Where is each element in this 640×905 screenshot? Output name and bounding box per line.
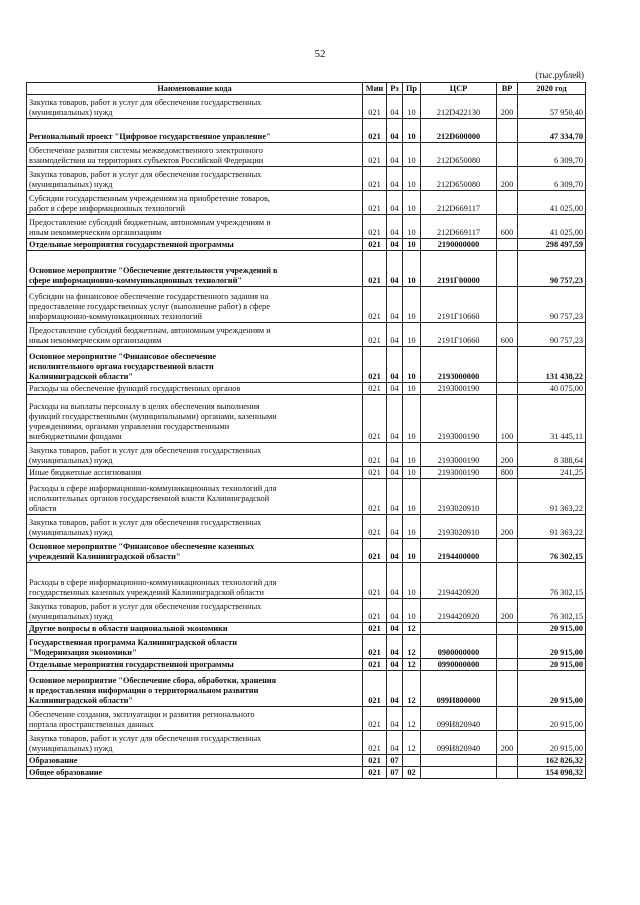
cell-csr: 2191Г10660: [421, 287, 497, 323]
cell-amount: 20 915,00: [518, 671, 586, 707]
cell-min: 021: [363, 563, 387, 599]
cell-vr: 100: [497, 395, 518, 443]
cell-csr: [421, 755, 497, 767]
budget-table: [26, 82, 586, 779]
cell-amount: 131 438,22: [518, 347, 586, 383]
cell-csr: 2190000000: [421, 239, 497, 251]
cell-amount: 91 363,22: [518, 515, 586, 539]
cell-pr: 10: [403, 347, 421, 383]
table-row: [27, 323, 586, 347]
cell-min: 021: [363, 707, 387, 731]
table-header-row: [27, 83, 586, 95]
cell-min: 021: [363, 443, 387, 467]
cell-amount: 90 757,23: [518, 251, 586, 287]
table-row: [27, 623, 586, 635]
cell-pr: 10: [403, 191, 421, 215]
cell-amount: 41 025,00: [518, 191, 586, 215]
cell-csr: 212D669117: [421, 191, 497, 215]
cell-name: Отдельные мероприятия государственной программы: [27, 239, 363, 251]
cell-pr: 10: [403, 239, 421, 251]
table-row: [27, 707, 586, 731]
cell-min: 021: [363, 215, 387, 239]
cell-csr: [421, 767, 497, 779]
cell-name: Обеспечение создания, эксплуатации и развития регионального портала пространственных данных: [27, 707, 363, 731]
cell-rz: 07: [387, 755, 403, 767]
cell-min: 021: [363, 323, 387, 347]
cell-rz: 04: [387, 215, 403, 239]
table-row: [27, 191, 586, 215]
cell-name: Основное мероприятие "Финансовое обеспечение казенных учреждений Калининградской области": [27, 539, 363, 563]
cell-min: 021: [363, 671, 387, 707]
cell-name: Основное мероприятие "Обеспечение деятельности учреждений в сфере информационно-коммуникационных технологий": [27, 251, 363, 287]
cell-pr: 10: [403, 383, 421, 395]
cell-csr: 099И820940: [421, 707, 497, 731]
cell-vr: [497, 671, 518, 707]
cell-amount: 20 915,00: [518, 635, 586, 659]
cell-amount: 76 302,15: [518, 563, 586, 599]
cell-csr: 2194420920: [421, 599, 497, 623]
cell-csr: 2191Г00000: [421, 251, 497, 287]
units-label: (тыс.рублей): [535, 70, 584, 80]
cell-amount: 76 302,15: [518, 539, 586, 563]
cell-vr: 200: [497, 599, 518, 623]
cell-name: Субсидии на финансовое обеспечение государственного задания на предоставление государственных услуг (выполнение работ) в сфере информационно-коммуникационных технологий: [27, 287, 363, 323]
cell-rz: 04: [387, 599, 403, 623]
cell-csr: 0990000000: [421, 659, 497, 671]
cell-vr: [497, 563, 518, 599]
cell-vr: 200: [497, 95, 518, 119]
table-row: [27, 515, 586, 539]
cell-name: Основное мероприятие "Обеспечение сбора, обработки, хранения и предоставления информации о территориальном развитии Калининградской области": [27, 671, 363, 707]
cell-amount: 90 757,23: [518, 287, 586, 323]
cell-vr: [497, 383, 518, 395]
cell-csr: 2193020910: [421, 479, 497, 515]
cell-rz: 07: [387, 767, 403, 779]
col-header-amount: 2020 год: [518, 83, 586, 95]
cell-csr: 2191Г10660: [421, 323, 497, 347]
cell-min: 021: [363, 119, 387, 143]
cell-name: Закупка товаров, работ и услуг для обеспечения государственных (муниципальных) нужд: [27, 167, 363, 191]
cell-rz: 04: [387, 671, 403, 707]
cell-csr: 2193000190: [421, 467, 497, 479]
cell-amount: 6 309,70: [518, 143, 586, 167]
cell-pr: 10: [403, 251, 421, 287]
cell-amount: 154 098,32: [518, 767, 586, 779]
cell-min: 021: [363, 191, 387, 215]
cell-name: Закупка товаров, работ и услуг для обеспечения государственных (муниципальных) нужд: [27, 95, 363, 119]
cell-pr: 12: [403, 707, 421, 731]
cell-pr: 10: [403, 563, 421, 599]
cell-amount: 20 915,00: [518, 707, 586, 731]
col-header-csr: ЦСР: [421, 83, 497, 95]
cell-pr: 10: [403, 599, 421, 623]
table-row: [27, 539, 586, 563]
cell-amount: 47 334,70: [518, 119, 586, 143]
cell-min: 021: [363, 755, 387, 767]
table-row: [27, 347, 586, 383]
cell-vr: [497, 251, 518, 287]
table-row: [27, 443, 586, 467]
cell-name: Расходы в сфере информационно-коммуникационных технологий для государственных казенных учреждений Калининградской области: [27, 563, 363, 599]
cell-csr: 212D600000: [421, 119, 497, 143]
cell-vr: 200: [497, 515, 518, 539]
cell-name: Закупка товаров, работ и услуг для обеспечения государственных (муниципальных) нужд: [27, 515, 363, 539]
cell-pr: 02: [403, 767, 421, 779]
cell-min: 021: [363, 251, 387, 287]
cell-rz: 04: [387, 167, 403, 191]
table-row: [27, 467, 586, 479]
cell-min: 021: [363, 143, 387, 167]
cell-pr: 12: [403, 731, 421, 755]
cell-csr: 212D669117: [421, 215, 497, 239]
cell-name: Государственная программа Калининградской области "Модернизация экономики": [27, 635, 363, 659]
col-header-vr: ВР: [497, 83, 518, 95]
cell-pr: 10: [403, 443, 421, 467]
cell-rz: 04: [387, 347, 403, 383]
cell-amount: 31 445,11: [518, 395, 586, 443]
cell-name: Закупка товаров, работ и услуг для обеспечения государственных (муниципальных) нужд: [27, 599, 363, 623]
cell-vr: [497, 119, 518, 143]
cell-amount: 20 915,00: [518, 731, 586, 755]
cell-name: Расходы на обеспечение функций государственных органов: [27, 383, 363, 395]
cell-name: Общее образование: [27, 767, 363, 779]
cell-min: 021: [363, 287, 387, 323]
cell-amount: 8 388,64: [518, 443, 586, 467]
cell-vr: 600: [497, 215, 518, 239]
col-header-rz: Рз: [387, 83, 403, 95]
cell-pr: 12: [403, 635, 421, 659]
cell-rz: 04: [387, 395, 403, 443]
cell-min: 021: [363, 539, 387, 563]
cell-min: 021: [363, 731, 387, 755]
cell-amount: 57 950,40: [518, 95, 586, 119]
cell-rz: 04: [387, 659, 403, 671]
table-row: [27, 731, 586, 755]
cell-rz: 04: [387, 563, 403, 599]
cell-min: 021: [363, 659, 387, 671]
cell-rz: 04: [387, 635, 403, 659]
col-header-name: Наименование кода: [27, 83, 363, 95]
cell-name: Иные бюджетные ассигнования: [27, 467, 363, 479]
cell-amount: 91 363,22: [518, 479, 586, 515]
cell-min: 021: [363, 167, 387, 191]
cell-name: Расходы в сфере информационно-коммуникационных технологий для исполнительных органов государственной власти Калининградской области: [27, 479, 363, 515]
cell-csr: 2193000000: [421, 347, 497, 383]
cell-amount: 20 915,00: [518, 659, 586, 671]
table-row: [27, 767, 586, 779]
cell-name: Закупка товаров, работ и услуг для обеспечения государственных (муниципальных) нужд: [27, 443, 363, 467]
table-row: [27, 563, 586, 599]
table-row: [27, 395, 586, 443]
cell-name: Региональный проект "Цифровое государственное управление": [27, 119, 363, 143]
table-row: [27, 383, 586, 395]
cell-min: 021: [363, 95, 387, 119]
cell-csr: 212D422130: [421, 95, 497, 119]
cell-min: 021: [363, 623, 387, 635]
cell-amount: 298 497,59: [518, 239, 586, 251]
cell-vr: [497, 755, 518, 767]
cell-rz: 04: [387, 731, 403, 755]
cell-name: Предоставление субсидий бюджетным, автономным учреждениям и иным некоммерческим организациям: [27, 215, 363, 239]
table-row: [27, 635, 586, 659]
table-row: [27, 251, 586, 287]
cell-rz: 04: [387, 443, 403, 467]
cell-min: 021: [363, 635, 387, 659]
cell-rz: 04: [387, 251, 403, 287]
cell-pr: 12: [403, 623, 421, 635]
cell-vr: [497, 191, 518, 215]
cell-pr: 10: [403, 215, 421, 239]
cell-vr: [497, 239, 518, 251]
cell-vr: [497, 707, 518, 731]
cell-pr: 10: [403, 479, 421, 515]
table-row: [27, 95, 586, 119]
cell-rz: 04: [387, 479, 403, 515]
cell-vr: [497, 479, 518, 515]
cell-pr: 10: [403, 539, 421, 563]
cell-pr: 10: [403, 515, 421, 539]
cell-name: Образование: [27, 755, 363, 767]
table-row: [27, 671, 586, 707]
cell-min: 021: [363, 239, 387, 251]
cell-csr: 212D650080: [421, 167, 497, 191]
cell-vr: 600: [497, 323, 518, 347]
cell-name: Основное мероприятие "Финансовое обеспечение исполнительного органа государственной власти Калининградской области": [27, 347, 363, 383]
table-row: [27, 239, 586, 251]
cell-csr: 2194400000: [421, 539, 497, 563]
cell-pr: 10: [403, 323, 421, 347]
table-row: [27, 119, 586, 143]
cell-min: 021: [363, 599, 387, 623]
cell-pr: 10: [403, 287, 421, 323]
cell-csr: 212D650080: [421, 143, 497, 167]
cell-name: Другие вопросы в области национальной экономики: [27, 623, 363, 635]
cell-csr: 099И800000: [421, 671, 497, 707]
cell-rz: 04: [387, 239, 403, 251]
cell-pr: 12: [403, 671, 421, 707]
cell-rz: 04: [387, 191, 403, 215]
cell-csr: 2193000190: [421, 395, 497, 443]
cell-vr: 200: [497, 443, 518, 467]
cell-name: Расходы на выплаты персоналу в целях обеспечения выполнения функций государственными (муниципальными) органами, казенными учреждениями, органами управления государственными внебюджетными фондами: [27, 395, 363, 443]
cell-name: Обеспечение развития системы межведомственного электронного взаимодействия на территориях субъектов Российской Федерации: [27, 143, 363, 167]
cell-rz: 04: [387, 515, 403, 539]
col-header-min: Мин: [363, 83, 387, 95]
cell-min: 021: [363, 467, 387, 479]
cell-min: 021: [363, 479, 387, 515]
cell-amount: 6 309,70: [518, 167, 586, 191]
cell-pr: 10: [403, 95, 421, 119]
cell-csr: 2193020910: [421, 515, 497, 539]
cell-pr: [403, 755, 421, 767]
cell-vr: [497, 287, 518, 323]
cell-amount: 90 757,23: [518, 323, 586, 347]
cell-amount: 76 302,15: [518, 599, 586, 623]
cell-csr: 099И820940: [421, 731, 497, 755]
table-row: [27, 143, 586, 167]
table-row: [27, 215, 586, 239]
cell-csr: 2193000190: [421, 383, 497, 395]
cell-rz: 04: [387, 383, 403, 395]
cell-vr: [497, 539, 518, 563]
cell-csr: [421, 623, 497, 635]
cell-name: Субсидии государственным учреждениям на приобретение товаров, работ в сфере информационных технологий: [27, 191, 363, 215]
cell-rz: 04: [387, 707, 403, 731]
cell-vr: 200: [497, 167, 518, 191]
cell-vr: 200: [497, 731, 518, 755]
cell-pr: 10: [403, 119, 421, 143]
table-row: [27, 287, 586, 323]
cell-pr: 10: [403, 467, 421, 479]
cell-vr: [497, 635, 518, 659]
cell-min: 021: [363, 767, 387, 779]
cell-amount: 162 826,32: [518, 755, 586, 767]
cell-min: 021: [363, 347, 387, 383]
cell-min: 021: [363, 395, 387, 443]
cell-vr: [497, 623, 518, 635]
cell-csr: 2193000190: [421, 443, 497, 467]
cell-amount: 41 025,00: [518, 215, 586, 239]
cell-rz: 04: [387, 143, 403, 167]
cell-min: 021: [363, 515, 387, 539]
table-row: [27, 167, 586, 191]
cell-pr: 10: [403, 143, 421, 167]
cell-name: Закупка товаров, работ и услуг для обеспечения государственных (муниципальных) нужд: [27, 731, 363, 755]
cell-rz: 04: [387, 323, 403, 347]
cell-vr: [497, 143, 518, 167]
cell-rz: 04: [387, 95, 403, 119]
cell-name: Предоставление субсидий бюджетным, автономным учреждениям и иным некоммерческим организациям: [27, 323, 363, 347]
cell-pr: 10: [403, 167, 421, 191]
cell-pr: 10: [403, 395, 421, 443]
cell-rz: 04: [387, 539, 403, 563]
table-row: [27, 479, 586, 515]
table-row: [27, 755, 586, 767]
cell-name: Отдельные мероприятия государственной программы: [27, 659, 363, 671]
cell-amount: 20 915,00: [518, 623, 586, 635]
cell-vr: 800: [497, 467, 518, 479]
cell-rz: 04: [387, 287, 403, 323]
cell-vr: [497, 347, 518, 383]
cell-min: 021: [363, 383, 387, 395]
page-number: 52: [314, 48, 326, 60]
cell-amount: 40 075,00: [518, 383, 586, 395]
cell-rz: 04: [387, 623, 403, 635]
table-row: [27, 659, 586, 671]
table-row: [27, 599, 586, 623]
cell-pr: 12: [403, 659, 421, 671]
cell-csr: 0900000000: [421, 635, 497, 659]
cell-vr: [497, 767, 518, 779]
cell-vr: [497, 659, 518, 671]
cell-csr: 2194420920: [421, 563, 497, 599]
cell-rz: 04: [387, 119, 403, 143]
cell-amount: 241,25: [518, 467, 586, 479]
cell-rz: 04: [387, 467, 403, 479]
col-header-pr: Пр: [403, 83, 421, 95]
